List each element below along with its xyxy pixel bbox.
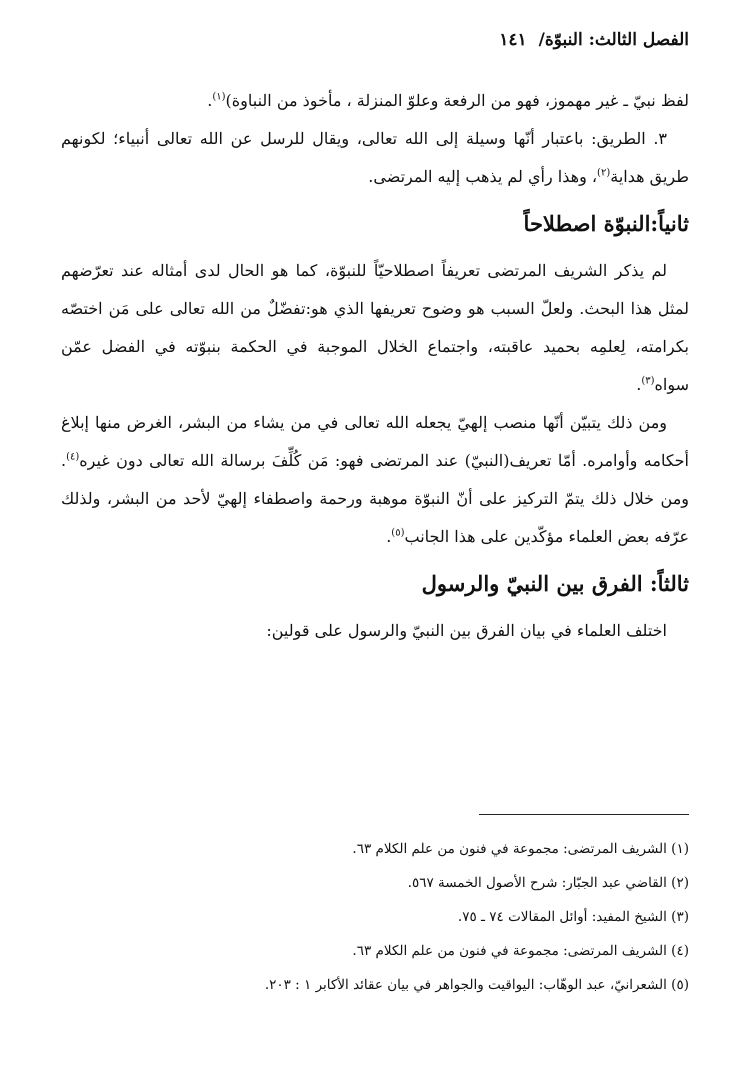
footnote-ref-4: (٤) [66,451,80,463]
footnote-4: (٤) الشريف المرتضى: مجموعة في فنون من علم الكلام ٦٣. [352,943,689,959]
paragraph-point-3: ٣. الطريق: باعتبار أنّها وسيلة إلى الله تعالى، ويقال للرسل عن الله تعالى أنبياء؛ لكونهم طريق هداية$^{(٢)}$، وهذا رأي لم يذهب إليه المرتضى. [61,129,689,186]
footnote-separator [479,814,689,815]
footnote-3: (٣) الشيخ المفيد: أوائل المقالات ٧٤ ـ ٧٥. [457,909,689,925]
page-number: ١٤١ [499,30,527,50]
running-header [499,30,689,50]
footnote-2: (٢) القاضي عبد الجبّار: شرح الأصول الخمسة ٥٦٧. [407,875,689,891]
section-heading-2: ثانياً:النبوّة اصطلاحاً [523,211,689,236]
main-text [61,82,689,650]
footnote-ref-2: (٢) [597,167,611,179]
paragraph-prophet-definition: ومن ذلك يتبيّن أنّها منصب إلهيّ يجعله الله تعالى في من يشاء من البشر، الغرض منها إبلاغ أحكامه وأوامره. أمّا تعريف(النبيّ) عند المرتضى فهو: مَن كُلِّفَ برسالة الله تعالى دون غيره$^{(٤)}$. ومن خلال ذلك يتمّ التركيز على أنّ النبوّة موهبة ورحمة واصطفاء إلهيّ لأحد من البشر، ولذلك عرّفه بعض العلماء مؤكّدين على هذا الجانب$^{(٥)}$. [61,413,690,546]
section-heading-3: ثالثاً: الفرق بين النبيّ والرسول [421,571,689,596]
footnote-ref-5: (٥) [391,527,405,539]
footnote-ref-1: (١) [212,91,226,103]
footnote-ref-3: (٣) [641,375,655,387]
paragraph-definition: لم يذكر الشريف المرتضى تعريفاً اصطلاحيّاً للنبوّة، كما هو الحال لدى أمثاله عند تعرّضهم لمثل هذا البحث. ولعلّ السبب هو وضوح تعريفها الذي هو:تفضّلٌ من الله تعالى على مَن اختصّه بكرامته، لِعلمِه بحميد عاقبته، واجتماع الخلال الموجبة في الحكمة بنبوّته في الفضل عمّن سواه$^{(٣)}$. [61,261,690,394]
chapter-title: الفصل الثالث: النبوّة/ [538,30,689,50]
footnotes [61,832,689,1002]
footnote-5: (٥) الشعرانيّ، عبد الوهّاب: اليواقيت والجواهر في بيان عقائد الأكابر ١ : ٢٠٣. [264,977,689,993]
footnote-1: (١) الشريف المرتضى: مجموعة في فنون من علم الكلام ٦٣. [352,841,689,857]
paragraph-difference-intro: اختلف العلماء في بيان الفرق بين النبيّ والرسول على قولين: [266,621,667,640]
paragraph-continuation: لفظ نبيّ ـ غير مهموز، فهو من الرفعة وعلوّ المنزلة ، مأخوذ من النباوة)$^{(١)}$. [207,91,689,110]
